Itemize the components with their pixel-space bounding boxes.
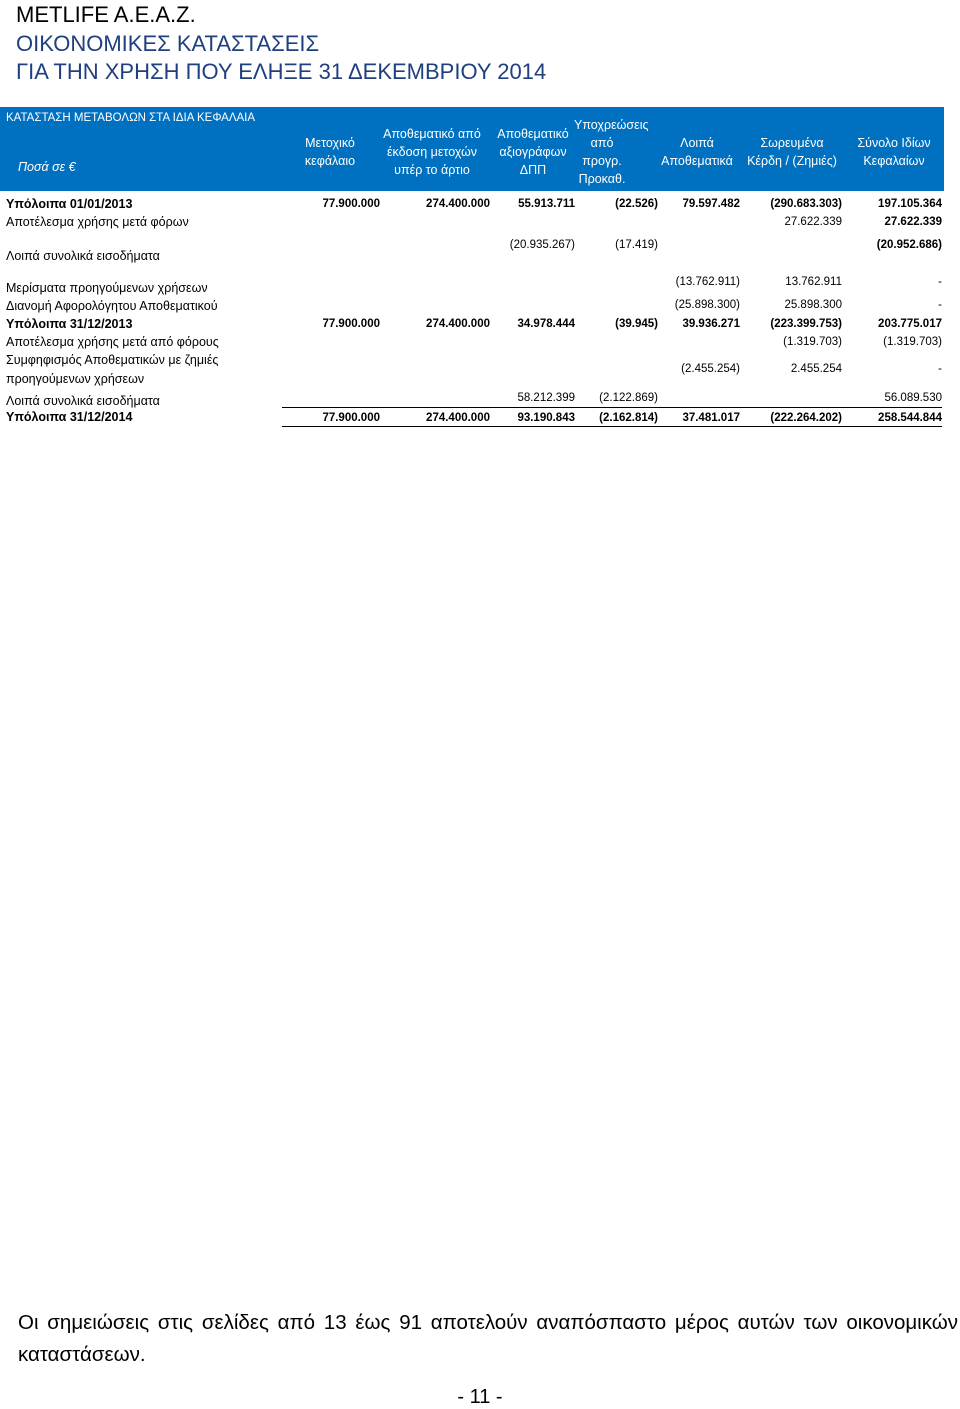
table-cell: 93.190.843 — [517, 412, 575, 424]
total-rule — [282, 407, 942, 408]
table-cell: 203.775.017 — [878, 318, 942, 330]
column-header-defined-benefit: Υποχρεώσεις από προγρ. Προκαθ. παροχών — [574, 118, 649, 204]
table-cell: 77.900.000 — [322, 412, 380, 424]
table-cell: (20.952.686) — [876, 239, 942, 251]
row-label: Υπόλοιπα 01/01/2013 — [6, 197, 133, 211]
table-cell: 27.622.339 — [784, 216, 842, 228]
table-cell: - — [938, 363, 942, 375]
table-cell: (20.935.267) — [509, 239, 575, 251]
row-label: Αποτέλεσμα χρήσης μετά φόρων — [6, 215, 189, 229]
table-cell: (25.898.300) — [674, 299, 740, 311]
row-label-continued: προηγούμενων χρήσεων — [6, 372, 145, 386]
row-label: Μερίσματα προηγούμενων χρήσεων — [6, 281, 208, 295]
currency-unit: Ποσά σε € — [18, 160, 76, 174]
table-cell: (1.319.703) — [883, 336, 942, 348]
row-label: Συμφηφισμός Αποθεματικών με ζημιές — [6, 353, 219, 367]
row-label: Υπόλοιπα 31/12/2013 — [6, 317, 133, 331]
row-label: Αποτέλεσμα χρήσης μετά από φόρους — [6, 335, 219, 349]
table-title: ΚΑΤΑΣΤΑΣΗ ΜΕΤΑΒΟΛΩΝ ΣΤΑ ΙΔΙΑ ΚΕΦΑΛΑΙΑ — [6, 112, 256, 124]
table-cell: 77.900.000 — [322, 318, 380, 330]
table-cell: (1.319.703) — [783, 336, 842, 348]
row-label: Λοιπά συνολικά εισοδήματα — [6, 394, 160, 408]
table-cell: (13.762.911) — [675, 276, 740, 288]
document-header — [16, 0, 546, 86]
row-label: Λοιπά συνολικά εισοδήματα — [6, 249, 160, 263]
table-cell: (222.264.202) — [770, 412, 842, 424]
table-cell: 79.597.482 — [682, 198, 740, 210]
table-cell: (2.122.869) — [599, 392, 658, 404]
table-cell: 58.212.399 — [517, 392, 575, 404]
table-cell: (290.683.303) — [770, 198, 842, 210]
table-cell: 274.400.000 — [426, 412, 490, 424]
table-cell: (39.945) — [615, 318, 658, 330]
table-cell: 274.400.000 — [426, 198, 490, 210]
table-cell: (22.526) — [615, 198, 658, 210]
column-header-share-capital: Μετοχικό κεφάλαιο — [304, 136, 356, 168]
table-cell: 55.913.711 — [518, 198, 575, 210]
row-label: Υπόλοιπα 31/12/2014 — [6, 410, 133, 424]
total-double-rule — [282, 426, 942, 427]
table-cell: 274.400.000 — [426, 318, 490, 330]
table-cell: 39.936.271 — [682, 318, 740, 330]
table-cell: - — [938, 276, 942, 288]
column-header-other-reserves: Λοιπά Αποθεματικά — [661, 136, 733, 168]
table-cell: 27.622.339 — [884, 216, 942, 228]
table-cell: 77.900.000 — [322, 198, 380, 210]
row-label: Διανομή Αφορολόγητου Αποθεματικού — [6, 299, 218, 313]
table-cell: 34.978.444 — [517, 318, 575, 330]
column-header-accumulated-losses: Σωρευμένα Κέρδη / (Ζημιές) — [747, 136, 837, 168]
table-cell: (2.455.254) — [681, 363, 740, 375]
company-name: METLIFE A.E.A.Z. — [16, 2, 196, 27]
table-cell: 258.544.844 — [878, 412, 942, 424]
document-subtitle: ΓΙΑ ΤΗΝ ΧΡΗΣΗ ΠΟΥ ΕΛΗΞΕ 31 ΔΕΚΕΜΒΡΙΟΥ 2014 — [16, 59, 547, 84]
table-cell: - — [938, 299, 942, 311]
table-cell: 197.105.364 — [878, 198, 942, 210]
column-header-afs-reserve: Αποθεματικό αξιογράφων ΔΠΠ — [497, 127, 569, 177]
document-title: ΟΙΚΟΝΟΜΙΚΕΣ ΚΑΤΑΣΤΑΣΕΙΣ — [16, 31, 320, 56]
notes-statement: Οι σημειώσεις στις σελίδες από 13 έως 91 αποτελούν αναπόσπαστο μέρος αυτών των οικονομικών καταστάσεων. — [18, 1311, 958, 1366]
table-cell: (17.419) — [615, 239, 658, 251]
table-cell: 56.089.530 — [884, 392, 942, 404]
table-cell: 13.762.911 — [785, 276, 842, 288]
table-cell: (223.399.753) — [770, 318, 842, 330]
column-header-share-premium: Αποθεματικό από έκδοση μετοχών υπέρ το άρτιο — [383, 127, 481, 177]
column-header-total-equity: Σύνολο Ιδίων Κεφαλαίων — [857, 136, 931, 168]
table-cell: 2.455.254 — [790, 363, 842, 375]
page-number: - 11 - — [457, 1386, 503, 1408]
table-cell: 25.898.300 — [784, 299, 842, 311]
table-cell: (2.162.814) — [599, 412, 658, 424]
table-cell: 37.481.017 — [682, 412, 740, 424]
